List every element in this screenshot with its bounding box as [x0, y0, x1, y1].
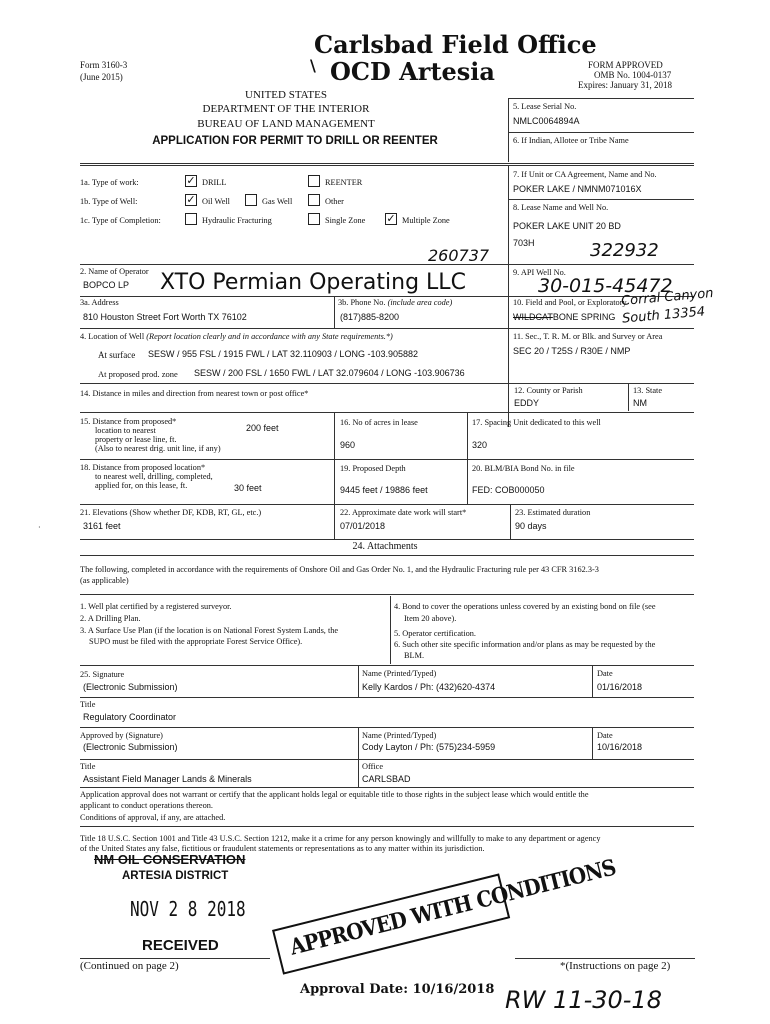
oil-well-checkbox[interactable]: ✓	[186, 193, 196, 206]
attachment-3b: SUPO must be filed with the appropriate Forest Service Office).	[89, 637, 303, 646]
phone-label-text: 3b. Phone No.	[338, 298, 386, 307]
unit-value: POKER LAKE / NMNM071016X	[513, 184, 642, 194]
dist-well-label3: applied for, on this lease, ft.	[95, 481, 188, 490]
unit-label: 7. If Unit or CA Agreement, Name and No.	[513, 170, 657, 179]
type-well-label: 1b. Type of Well:	[80, 197, 138, 206]
attachment-2: 2. A Drilling Plan.	[80, 614, 141, 623]
county-label: 12. County or Parish	[514, 386, 583, 395]
lease-name-value: POKER LAKE UNIT 20 BD	[513, 221, 621, 231]
omb-number: OMB No. 1004-0137	[594, 70, 672, 80]
completion-label: 1c. Type of Completion:	[80, 216, 161, 225]
signature-label: 25. Signature	[80, 670, 125, 679]
gas-well-checkbox[interactable]	[245, 194, 257, 206]
date-value: 01/16/2018	[597, 682, 643, 692]
duration-value: 90 days	[515, 521, 547, 531]
instructions-text: *(Instructions on page 2)	[560, 960, 671, 972]
attachment-4b: Item 20 above).	[404, 614, 457, 623]
name-value: Kelly Kardos / Ph: (432)620-4374	[362, 682, 496, 692]
prod-zone-label: At proposed prod. zone	[98, 369, 178, 379]
type-work-label: 1a. Type of work:	[80, 178, 139, 187]
nm-oil-stamp: NM OIL CONSERVATION	[94, 852, 246, 867]
oil-well-label: Oil Well	[202, 197, 230, 206]
received-stamp: RECEIVED	[142, 937, 219, 954]
title18-line1: Title 18 U.S.C. Section 1001 and Title 43 U.S.C. Section 1212, make it a crime for any person knowingly and willfully to make to any department or agency	[80, 834, 601, 843]
single-zone-label: Single Zone	[325, 216, 366, 225]
dist-well-label2: to nearest well, drilling, completed,	[95, 472, 213, 481]
received-date-stamp: NOV 2 8 2018	[130, 897, 246, 921]
carlsbad-stamp-line2: OCD Artesia	[330, 57, 495, 86]
county-value: EDDY	[514, 398, 540, 408]
location-label	[80, 332, 393, 342]
carlsbad-stamp-line1: Carlsbad Field Office	[314, 30, 597, 59]
disclaimer-line2: applicant to conduct operations thereon.	[80, 801, 213, 810]
attachment-1: 1. Well plat certified by a registered surveyor.	[80, 602, 232, 611]
signature-value: (Electronic Submission)	[83, 682, 178, 692]
conditions-text: Conditions of approval, if any, are attached.	[80, 813, 226, 822]
attachment-3: 3. A Surface Use Plan (if the location is on National Forest System Lands, the	[80, 626, 339, 635]
multiple-zone-checkbox[interactable]: ✓	[386, 212, 396, 225]
page-title: APPLICATION FOR PERMIT TO DRILL OR REENTER	[152, 135, 438, 147]
dist-well-label1: 18. Distance from proposed location*	[80, 463, 206, 472]
approved-stamp-text: APPROVED WITH CONDITIONS	[287, 854, 619, 961]
artesia-district-stamp: ARTESIA DISTRICT	[122, 870, 229, 882]
elev-value: 3161 feet	[83, 521, 121, 531]
gas-well-label: Gas Well	[262, 197, 293, 206]
approver-title-label: Title	[80, 762, 96, 771]
dist-prop-label3: property or lease line, ft.	[95, 435, 177, 444]
office-value: CARLSBAD	[362, 774, 411, 784]
lease-name-label: 8. Lease Name and Well No.	[513, 203, 609, 212]
indian-label: 6. If Indian, Allotee or Tribe Name	[513, 136, 629, 145]
dist-prop-label1: 15. Distance from proposed*	[80, 417, 177, 426]
attachments-intro1: The following, completed in accordance with the requirements of Onshore Oil and Gas Order No. 1, and the Hydraulic Fracturing rule per 43 CFR 3162.3-3	[80, 565, 599, 574]
field-pool-name: BONE SPRING	[552, 312, 616, 322]
approved-by-label: Approved by (Signature)	[80, 731, 163, 740]
attachments-title: 24. Attachments	[352, 541, 418, 552]
approved-by-value: (Electronic Submission)	[83, 742, 178, 752]
handwritten-api: 30-015-45472	[538, 275, 673, 297]
acres-value: 960	[340, 440, 356, 450]
other-checkbox[interactable]	[308, 194, 320, 206]
handwritten-pool2: South 13354	[621, 304, 706, 327]
margin-dot: ·	[38, 523, 41, 532]
attachment-6b: BLM.	[404, 651, 425, 660]
start-value: 07/01/2018	[340, 521, 386, 531]
acres-label: 16. No of acres in lease	[340, 418, 418, 427]
field-pool-value	[513, 312, 615, 322]
handwritten-property: 322932	[590, 240, 659, 261]
single-zone-checkbox[interactable]	[308, 213, 320, 225]
location-hint: (Report location clearly and in accordance with any State requirements.*)	[146, 332, 393, 341]
state-value: NM	[633, 398, 647, 408]
attachment-5: 5. Operator certification.	[394, 629, 477, 638]
address-value: 810 Houston Street Fort Worth TX 76102	[83, 312, 247, 322]
form-date: (June 2015)	[80, 72, 123, 82]
surface-value: SESW / 955 FSL / 1915 FWL / LAT 32.110903 / LONG -103.905882	[148, 349, 418, 359]
disclaimer-line1: Application approval does not warrant or certify that the applicant holds legal or equitable title to those rights in the subject lease which would entitle the	[80, 790, 589, 799]
elev-label: 21. Elevations (Show whether DF, KDB, RT, GL, etc.)	[80, 508, 262, 517]
phone-hint: (include area code)	[387, 298, 453, 307]
other-label: Other	[325, 197, 344, 206]
reenter-checkbox[interactable]	[308, 175, 320, 187]
title-value: Regulatory Coordinator	[83, 712, 177, 722]
title18-line2: of the United States any false, fictitious or fraudulent statements or representations as to any matter within its jurisdiction.	[80, 844, 485, 853]
prod-zone-value: SESW / 200 FSL / 1650 FWL / LAT 32.079604 / LONG -103.906736	[194, 368, 465, 378]
reenter-label: REENTER	[325, 178, 363, 187]
title-label: Title	[80, 700, 96, 709]
dist-prop-label4: (Also to nearest drig. unit line, if any)	[95, 444, 221, 453]
hydraulic-label: Hydraulic Fracturing	[202, 216, 272, 225]
stamp-arrow-icon: \	[310, 56, 316, 75]
bond-value: FED: COB000050	[472, 485, 545, 495]
agency-line2: DEPARTMENT OF THE INTERIOR	[202, 103, 370, 115]
multiple-zone-label: Multiple Zone	[402, 216, 450, 225]
attachment-4: 4. Bond to cover the operations unless covered by an existing bond on file (see	[394, 602, 656, 611]
date-label: Date	[597, 669, 613, 678]
dist-well-value: 30 feet	[234, 483, 262, 493]
state-label: 13. State	[633, 386, 663, 395]
approval-date-label: Date	[597, 731, 613, 740]
lease-serial-value: NMLC0064894A	[513, 116, 580, 126]
location-label-text: 4. Location of Well	[80, 332, 145, 341]
address-label: 3a. Address	[80, 298, 119, 307]
start-label: 22. Approximate date work will start*	[340, 508, 467, 517]
bond-label: 20. BLM/BIA Bond No. in file	[472, 464, 575, 473]
distance-town-label: 14. Distance in miles and direction from nearest town or post office*	[80, 389, 309, 398]
lease-serial-label: 5. Lease Serial No.	[513, 102, 577, 111]
handwritten-ogrid: 260737	[428, 246, 490, 265]
depth-label: 19. Proposed Depth	[340, 464, 406, 473]
handwritten-operator: XTO Permian Operating LLC	[160, 270, 466, 295]
lease-name-value2: 703H	[513, 238, 535, 248]
operator-label: 2. Name of Operator	[80, 267, 149, 276]
approval-date-value: 10/16/2018	[597, 742, 643, 752]
attachment-6: 6. Such other site specific information and/or plans as may be requested by the	[394, 640, 656, 649]
hydraulic-checkbox[interactable]	[185, 213, 197, 225]
approval-date-stamp: Approval Date: 10/16/2018	[300, 982, 495, 997]
approver-name-label: Name (Printed/Typed)	[362, 731, 437, 740]
spacing-value: 320	[472, 440, 488, 450]
sec-value: SEC 20 / T25S / R30E / NMP	[513, 346, 631, 356]
form-approved: FORM APPROVED	[588, 60, 663, 70]
duration-label: 23. Estimated duration	[515, 508, 591, 517]
drill-checkbox[interactable]: ✓	[186, 174, 196, 187]
office-label: Office	[362, 762, 384, 771]
handwritten-initials: RW 11-30-18	[505, 986, 662, 1014]
operator-value: BOPCO LP	[83, 280, 130, 290]
approver-name-value: Cody Layton / Ph: (575)234-5959	[362, 742, 496, 752]
expires-date: Expires: January 31, 2018	[578, 80, 672, 90]
agency-line3: BUREAU OF LAND MANAGEMENT	[197, 118, 375, 130]
sec-label: 11. Sec., T. R. M. or Blk. and Survey or Area	[513, 332, 663, 341]
form-number: Form 3160-3	[80, 60, 128, 70]
phone-value: (817)885-8200	[340, 312, 400, 322]
field-pool-label: 10. Field and Pool, or Exploratory	[513, 298, 627, 307]
continued-text: (Continued on page 2)	[80, 960, 179, 972]
field-pool-struck: WILDCAT	[513, 312, 553, 322]
approver-title-value: Assistant Field Manager Lands & Minerals	[83, 774, 252, 784]
depth-value: 9445 feet / 19886 feet	[340, 485, 428, 495]
handwritten-pool1: Corral Canyon	[620, 285, 715, 310]
dist-prop-value: 200 feet	[246, 423, 279, 433]
dist-prop-label2: location to nearest	[95, 426, 156, 435]
surface-label: At surface	[98, 350, 136, 360]
name-label: Name (Printed/Typed)	[362, 669, 437, 678]
drill-label: DRILL	[202, 178, 227, 187]
attachments-intro2: (as applicable)	[80, 576, 129, 585]
phone-label	[338, 298, 452, 308]
spacing-label: 17. Spacing Unit dedicated to this well	[472, 418, 601, 427]
agency-line1: UNITED STATES	[245, 89, 327, 101]
api-label: 9. API Well No.	[513, 268, 566, 277]
